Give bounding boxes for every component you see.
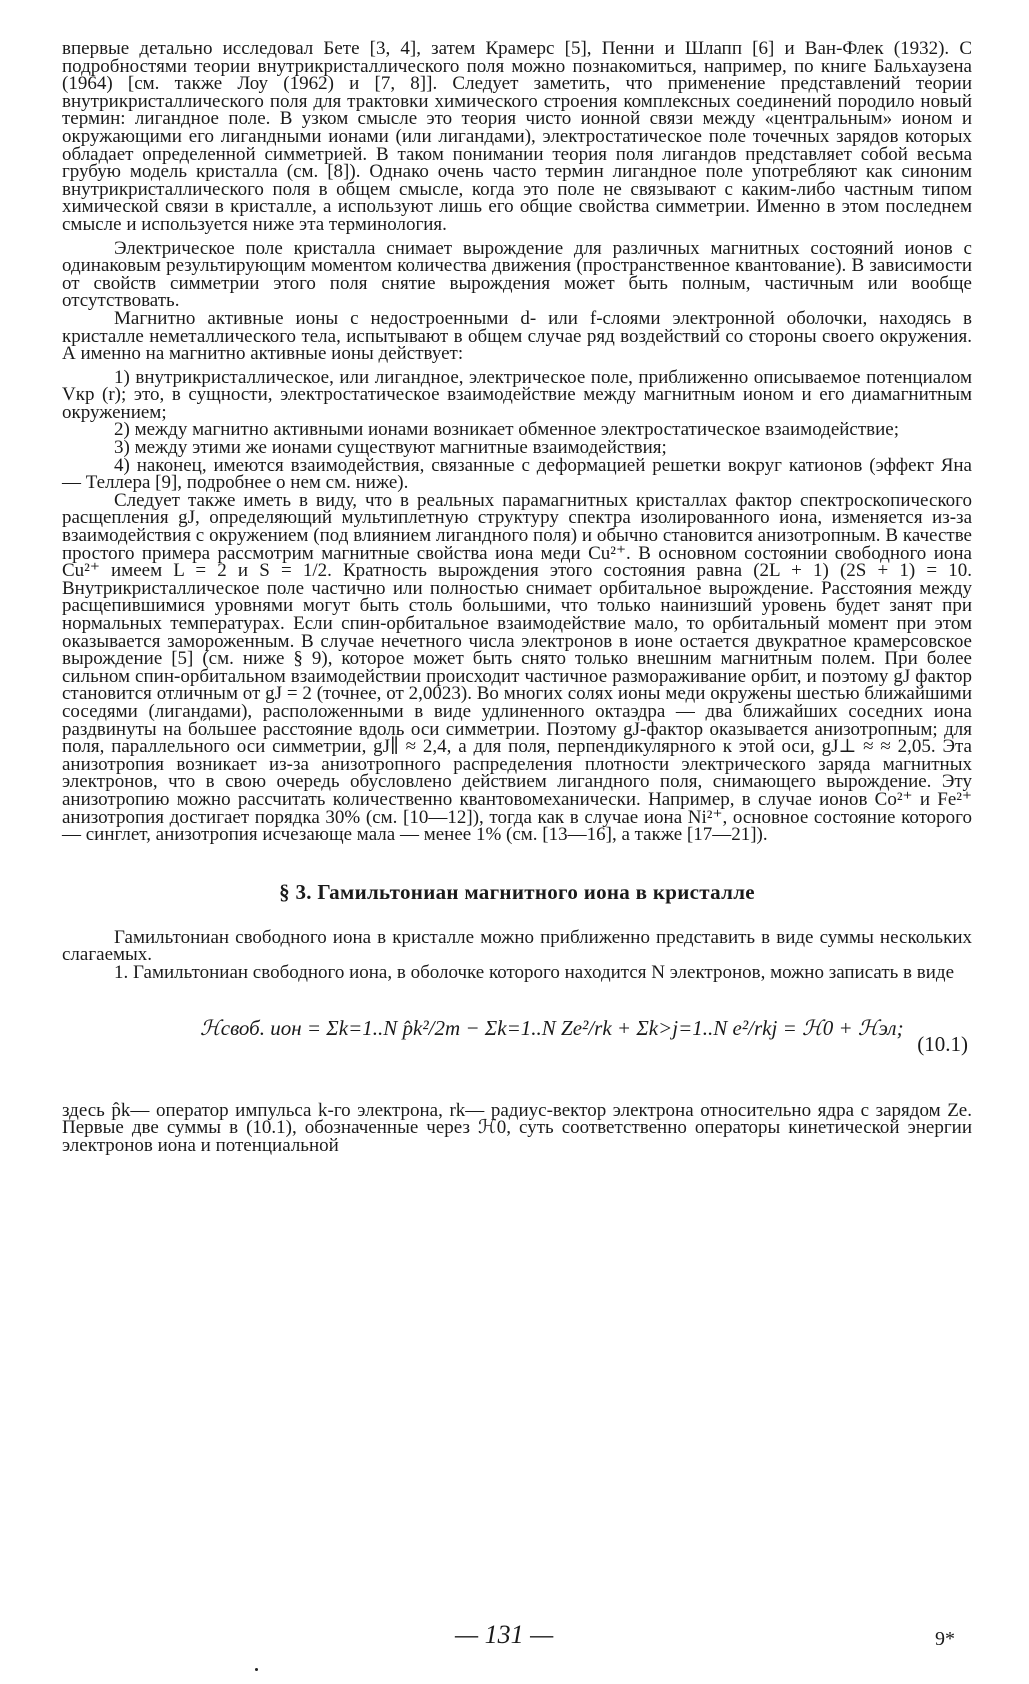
paragraph-5: Гамильтониан свободного иона в кристалле можно приближенно представить в виде суммы нескольких слагаемых. — [62, 926, 972, 966]
paragraph-2: Электрическое поле кристалла снимает вырождение для различных магнитных состояний ионов с одинаковым результирующим моментом количества движения (пространственное квантование). В зависимости от свойств симметрии этого поля снятие вырождения может быть полным, частичным или вообще отсутствовать. — [62, 237, 972, 312]
equation-10-1 — [62, 996, 972, 1092]
list-item-3: 3) между этими же ионами существуют магнитные взаимодействия; — [114, 437, 667, 459]
signature-mark: 9* — [935, 1628, 955, 1650]
document-page — [62, 40, 972, 1154]
section-heading: § 3. Гамильтониан магнитного иона в кристалле — [279, 879, 755, 904]
list-item-2: 2) между магнитно активными ионами возникает обменное электростатическое взаимодействие; — [114, 419, 900, 441]
paragraph-1: впервые детально исследовал Бете [3, 4], затем Крамерс [5], Пенни и Шлапп [6] и Ван-Флек (1932). С подробностями теории внутрикристаллического поля можно познакомиться, например, по книге Бальхаузена (1964) [см. также Лоу (1962) и [7, 8]]. Следует заметить, что применение представлений теории внутрикристаллического поля для трактовки химического строения комплексных соединений породило новый термин: лигандное поле. В узком смысле это теория чисто ионной связи между «центральным» ионом и окружающими его лигандными ионами (или лигандами), электростатическое поле точечных зарядов которых обладает определенной симметрией. В таком понимании теория поля лигандов представляет собой весьма грубую модель кристалла (см. [8]). Однако очень часто термин лигандное поле употребляют как синоним внутрикристаллического поля в общем смысле, когда это поле не связывают с каким-либо частным типом химической связи в кристалле, а используют лишь его общие свойства симметрии. Именно в этом последнем смысле и используется ниже эта терминология. — [62, 38, 972, 235]
page-footer — [0, 1620, 1029, 1660]
paragraph-3: Магнитно активные ионы с недостроенными d- или f-слоями электронной оболочки, находясь в кристалле неметаллического тела, испытывают в общем случае ряд воздействий со стороны своего окружения. А именно на магнитно активные ионы действует: — [62, 307, 972, 365]
paragraph-4: Следует также иметь в виду, что в реальных парамагнитных кристаллах фактор спектроскопического расщепления gJ, определяющий мультиплетную структуру спектра изолированного иона, изменяется из-за взаимодействия с окружением (под влиянием лигандного поля) и обычно становится анизотропным. В качестве простого примера рассмотрим магнитные свойства иона меди Cu²⁺. В основном состоянии свободного иона Cu²⁺ имеем L = 2 и S = 1/2. Кратность вырождения этого состояния равна (2L + 1) (2S + 1) = 10. Внутрикристаллическое поле частично или полностью снимает орбитальное вырождение. Расстояния между расщепившимися уровнями могут быть столь большими, что только наинизший уровень будет занят при нормальных температурах. Если спин-орбитальное взаимодействие мало, то орбитальный момент при этом оказывается замороженным. В случае нечетного числа электронов в ионе остается двукратное крамерсовское вырождение [5] (см. ниже § 9), которое может быть снято только внешним магнитным полем. При более сильном спин-орбитальном взаимодействии происходит частичное размораживание орбит, и поэтому gJ фактор становится отличным от gJ = 2 (точнее, от 2,0023). Во многих солях ионы меди окружены шестью ближайшими соседями (лигандами), расположенными в виде удлиненного октаэдра — два ближайших соседних иона раздвинуты на бо́льшее расстояние вдоль оси симметрии. Поэтому gJ-фактор оказывается анизотропным; для поля, параллельного оси симметрии, gJ∥ ≈ 2,4, а для поля, перпендикулярного к этой оси, gJ⊥ ≈ ≈ 2,05. Эта анизотропия возникает из-за анизотропного распределения плотности электрического заряда магнитных электронов, что в свою очередь обусловлено действием лигандного поля, снимающего вырождение. Эту анизотропию можно рассчитать количественно квантовомеханически. Например, в случае ионов Co²⁺ и Fe²⁺ анизотропия достигает порядка 30% (см. [10—12]), тогда как в случае иона Ni²⁺, основное состояние которого — синглет, анизотропия исчезающе мала — менее 1% (см. [13—16], а также [17—21]). — [62, 489, 972, 846]
page-number: — 131 — — [455, 1620, 554, 1649]
list-item-1: 1) внутрикристаллическое, или лигандное, электрическое поле, приближенно описываемое потенциалом Vкр (r); это, в сущности, электростатическое взаимодействие между магнитным ионом и его диамагнитным окружением; — [62, 366, 972, 423]
equation-number: (10.1) — [917, 1031, 968, 1056]
print-dot — [255, 1668, 258, 1671]
paragraph-6: 1. Гамильтониан свободного иона, в оболочке которого находится N электронов, можно записать в виде — [114, 961, 955, 983]
equation-expression: ℋсвоб. ион = Σk=1..N p̂k²/2m − Σk=1..N Ze²/rk + Σk>j=1..N e²/rkj = ℋ0 + ℋэл; — [200, 1015, 904, 1040]
body-text-top — [62, 40, 972, 844]
paragraph-7: здесь p̂k— оператор импульса k-го электрона, rk— радиус-вектор электрона относительно ядра с зарядом Ze. Первые две суммы в (10.1), обозначенные через ℋ0, суть соответственно операторы кинетической энергии электронов иона и потенциальной — [62, 1099, 972, 1156]
list-item-4: 4) наконец, имеются взаимодействия, связанные с деформацией решетки вокруг катионов (эффект Яна — Теллера [9], подробнее о нем см. ниже). — [62, 454, 972, 494]
